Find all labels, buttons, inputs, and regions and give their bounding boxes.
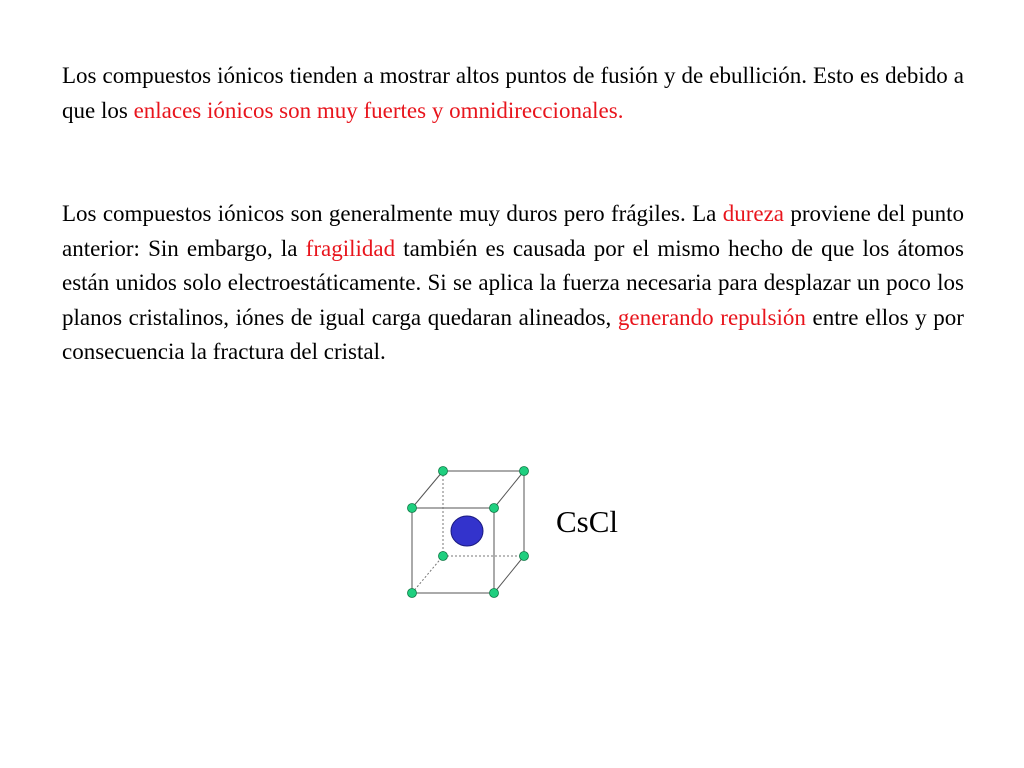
- center-atom: [451, 516, 483, 546]
- corner-atom: [439, 552, 448, 561]
- corner-atom: [490, 504, 499, 513]
- para2-highlight-fragilidad: fragilidad: [305, 235, 396, 261]
- corner-atom: [439, 467, 448, 476]
- para1-highlight-ionic-bonds: enlaces iónicos son muy fuertes y omnidireccionales.: [133, 97, 624, 123]
- corner-atom: [520, 467, 529, 476]
- para2-text-4: entre ellos y por consecuencia la fractura del cristal.: [62, 304, 964, 364]
- para2-highlight-dureza: dureza: [722, 201, 784, 226]
- para2-text-1: Los compuestos iónicos son generalmente muy duros pero frágiles. La: [62, 201, 723, 226]
- cube-top-left-edge: [412, 471, 443, 508]
- corner-atom: [408, 504, 417, 513]
- corner-atom: [490, 589, 499, 598]
- formula-label-cscl: CsCl: [556, 504, 619, 539]
- para2-text-2: proviene del punto anterior: Sin embargo, la: [62, 201, 965, 261]
- para1-text: Los compuestos iónicos tienden a mostrar altos puntos de fusión y de ebullición. Esto es debido a que los: [62, 63, 964, 123]
- corner-atom: [408, 589, 417, 598]
- para2-highlight-repulsion: generando repulsión: [617, 304, 806, 330]
- cube-front-face: [412, 508, 494, 593]
- cube-top-right-edge: [494, 471, 524, 508]
- cube-hidden-diagonal-edge: [412, 556, 443, 593]
- para2-text-3: también es causada por el mismo hecho de que los átomos están unidos solo electroestáticamente. Si se aplica la fuerza necesaria para desplazar un poco los planos cristalinos, iónes de igual carga quedaran alineados,: [62, 235, 964, 330]
- cube-bottom-right-edge: [494, 556, 524, 593]
- corner-atom: [520, 552, 529, 561]
